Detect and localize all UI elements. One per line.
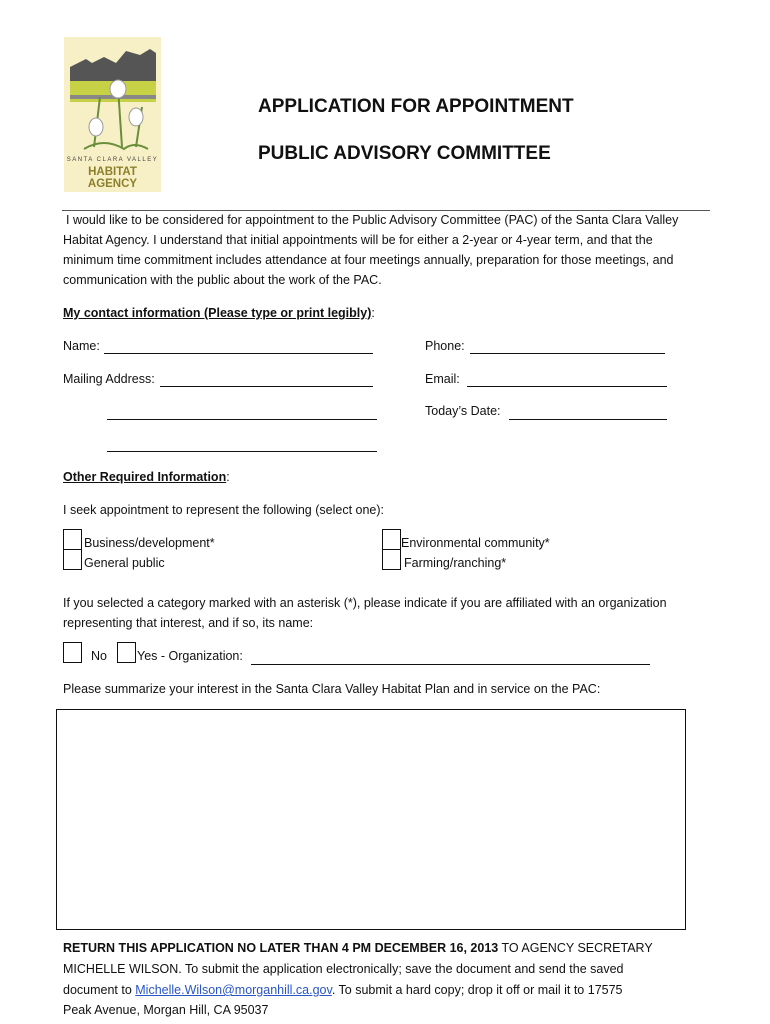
other-heading — [63, 467, 230, 487]
email-label: Email: — [425, 372, 460, 386]
select-prompt: I seek appointment to represent the following (select one): — [63, 503, 385, 517]
footer-line-1 — [63, 938, 653, 958]
footer-line-3-prefix: document to — [63, 983, 136, 997]
affiliation-line-1: If you selected a category marked with an asterisk (*), please indicate if you are affiliated with an organization — [63, 596, 667, 610]
intro-line-2: Habitat Agency. I understand that initial appointments will be for either a 2-year or 4-year term, and that the — [63, 233, 653, 247]
intro-line-3: minimum time commitment includes attendance at four meetings annually, preparation for those meetings, and — [63, 253, 674, 267]
address-field-line-2[interactable] — [107, 407, 377, 420]
other-heading-text: Other Required Information — [63, 470, 227, 484]
deadline-text: RETURN THIS APPLICATION NO LATER THAN 4 PM DECEMBER 16, 2013 — [63, 941, 499, 955]
business-checkbox[interactable] — [63, 529, 82, 550]
no-label: No — [91, 649, 107, 663]
address-field-line-3[interactable] — [107, 439, 377, 452]
intro-line-4: communication with the public about the work of the PAC. — [63, 273, 382, 287]
public-checkbox[interactable] — [63, 549, 82, 570]
contact-heading-text: My contact information (Please type or print legibly) — [63, 306, 372, 320]
footer-line-3 — [63, 980, 623, 1000]
logo-text-line2: HABITAT AGENCY — [87, 166, 138, 190]
name-field[interactable] — [104, 341, 373, 354]
email-field[interactable] — [467, 374, 667, 387]
phone-field[interactable] — [470, 341, 665, 354]
contact-heading-colon: : — [371, 306, 375, 320]
footer-line-2: MICHELLE WILSON. To submit the application electronically; save the document and send the saved — [63, 962, 624, 976]
no-checkbox[interactable] — [63, 642, 82, 663]
intro-line-1: I would like to be considered for appointment to the Public Advisory Committee (PAC) of the Santa Clara Valley — [66, 213, 679, 227]
secretary-email-link[interactable]: Michelle.Wilson@morganhill.ca.gov — [135, 983, 332, 997]
address-label: Mailing Address: — [63, 372, 155, 386]
affiliation-line-2: representing that interest, and if so, its name: — [63, 616, 314, 630]
yes-label: Yes - Organization: — [137, 649, 243, 663]
contact-heading — [63, 303, 375, 323]
address-field-line-1[interactable] — [160, 374, 373, 387]
name-label: Name: — [63, 339, 100, 353]
footer-line-4: Peak Avenue, Morgan Hill, CA 95037 — [63, 1003, 269, 1017]
page-subtitle: PUBLIC ADVISORY COMMITTEE — [258, 143, 551, 164]
farming-label: Farming/ranching* — [404, 556, 507, 570]
date-field[interactable] — [509, 407, 667, 420]
footer-line-1-rest: TO AGENCY SECRETARY — [498, 941, 653, 955]
agency-logo — [64, 37, 161, 192]
environment-checkbox[interactable] — [382, 529, 401, 550]
logo-text-line1: SANTA CLARA VALLEY — [66, 157, 159, 163]
footer-line-3-suffix: . To submit a hard copy; drop it off or mail it to 17575 — [331, 983, 623, 997]
page-title: APPLICATION FOR APPOINTMENT — [258, 96, 574, 117]
public-label: General public — [84, 556, 165, 570]
date-label: Today’s Date: — [425, 404, 501, 418]
organization-field[interactable] — [251, 652, 650, 665]
farming-checkbox[interactable] — [382, 549, 401, 570]
yes-checkbox[interactable] — [117, 642, 136, 663]
business-label: Business/development* — [84, 536, 215, 550]
phone-label: Phone: — [425, 339, 465, 353]
summary-textarea[interactable] — [56, 709, 686, 930]
environment-label: Environmental community* — [401, 536, 550, 550]
other-heading-colon: : — [226, 470, 230, 484]
summary-prompt: Please summarize your interest in the Santa Clara Valley Habitat Plan and in service on the PAC: — [63, 682, 601, 696]
